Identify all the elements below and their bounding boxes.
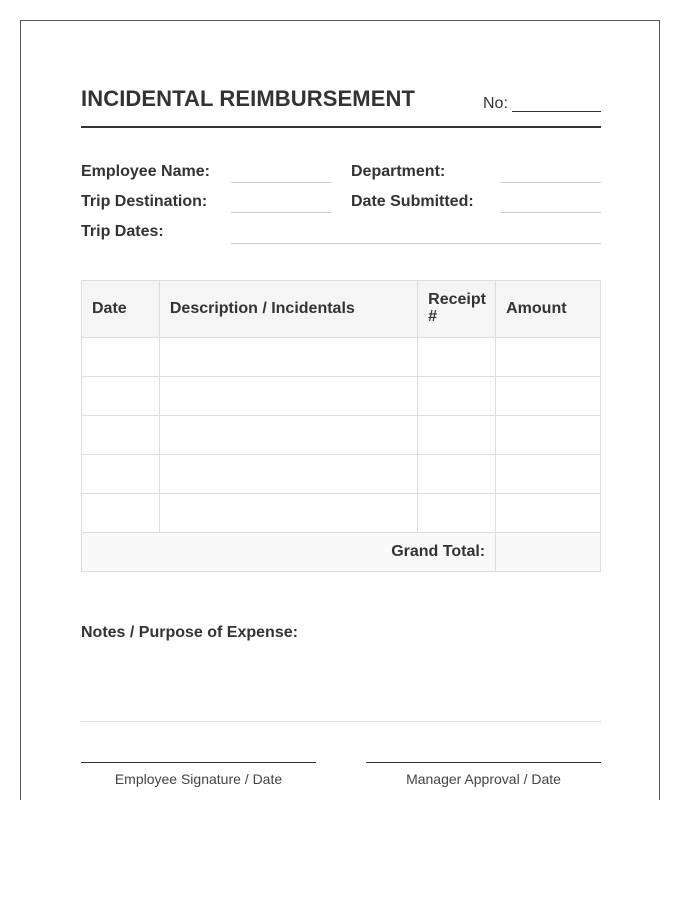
table-cell-amount[interactable] — [496, 416, 601, 455]
table-header-row — [82, 281, 601, 338]
table-row — [82, 377, 601, 416]
column-header-receipt: Receipt # — [418, 281, 496, 338]
trip-dates-field[interactable] — [231, 243, 601, 244]
table-row — [82, 494, 601, 533]
table-row — [82, 455, 601, 494]
table-cell-date[interactable] — [82, 455, 160, 494]
date-submitted-field[interactable] — [501, 212, 601, 213]
table-cell-description[interactable] — [159, 338, 417, 377]
table-cell-date[interactable] — [82, 377, 160, 416]
table-cell-description[interactable] — [159, 455, 417, 494]
table-cell-description[interactable] — [159, 416, 417, 455]
grand-total-row — [82, 533, 601, 572]
trip-destination-field[interactable] — [231, 212, 331, 213]
column-header-date: Date — [82, 281, 160, 338]
table-cell-receipt[interactable] — [418, 338, 496, 377]
employee-signature-caption: Employee Signature / Date — [114, 771, 283, 787]
trip-dates-label: Trip Dates: — [81, 223, 164, 240]
notes-field[interactable] — [81, 721, 601, 722]
form-title: INCIDENTAL REIMBURSEMENT — [81, 86, 416, 111]
trip-destination-label: Trip Destination: — [81, 193, 208, 210]
form-number-label: No: — [483, 95, 508, 112]
table-cell-date[interactable] — [82, 416, 160, 455]
manager-approval-line[interactable] — [366, 762, 601, 763]
table-row — [82, 338, 601, 377]
table-cell-receipt[interactable] — [418, 494, 496, 533]
department-label: Department: — [351, 163, 446, 180]
form-number-field[interactable] — [512, 111, 601, 112]
column-header-description: Description / Incidentals — [159, 281, 417, 338]
employee-name-label: Employee Name: — [81, 163, 210, 180]
table-cell-amount[interactable] — [496, 338, 601, 377]
table-row — [82, 416, 601, 455]
column-header-amount: Amount — [496, 281, 601, 338]
table-cell-description[interactable] — [159, 377, 417, 416]
employee-name-field[interactable] — [231, 182, 331, 183]
table-cell-amount[interactable] — [496, 494, 601, 533]
table-cell-receipt[interactable] — [418, 377, 496, 416]
table-cell-date[interactable] — [82, 338, 160, 377]
table-cell-receipt[interactable] — [418, 416, 496, 455]
grand-total-label: Grand Total: — [82, 533, 496, 572]
title-divider — [81, 126, 601, 128]
table-cell-amount[interactable] — [496, 377, 601, 416]
grand-total-field[interactable] — [496, 533, 601, 572]
table-cell-amount[interactable] — [496, 455, 601, 494]
table-cell-date[interactable] — [82, 494, 160, 533]
expense-table — [81, 280, 601, 572]
table-cell-receipt[interactable] — [418, 455, 496, 494]
employee-signature-line[interactable] — [81, 762, 316, 763]
manager-approval-caption: Manager Approval / Date — [406, 771, 561, 787]
department-field[interactable] — [501, 182, 601, 183]
notes-label: Notes / Purpose of Expense: — [81, 624, 298, 641]
date-submitted-label: Date Submitted: — [351, 193, 474, 210]
table-cell-description[interactable] — [159, 494, 417, 533]
